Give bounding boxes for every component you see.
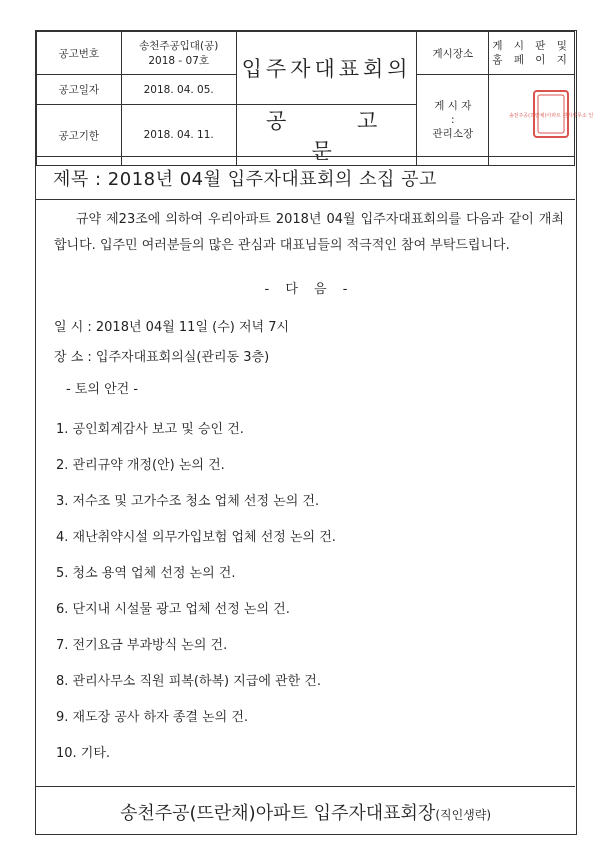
list-item: 1. 공인회계감사 보고 및 승인 건.	[56, 422, 244, 437]
da-eum-heading: - 다 음 -	[264, 282, 354, 297]
agenda-heading: - 토의 안건 -	[66, 382, 139, 397]
intro-paragraph: 규약 제23조에 의하여 우리아파트 2018년 04월 입주자대표회의를 다음과 같이 개최합니다. 입주민 여러분들의 많은 관심과 대표님들의 적극적인 참여 부탁드립니다.	[54, 212, 564, 253]
notice-date-label: 공고일자	[37, 75, 122, 105]
footer-note: (직인생략)	[435, 808, 492, 822]
official-seal-icon	[508, 88, 594, 142]
notice-no-label: 공고번호	[37, 32, 122, 75]
footer-signature	[36, 786, 575, 834]
footer-main: 송천주공(뜨란채)아파트 입주자대표회장	[119, 803, 436, 824]
seal-text: 송천주공(뜨란채)아파트 관리사무소 인	[508, 113, 594, 119]
notice-document	[35, 30, 594, 835]
list-item: 6. 단지내 시설물 광고 업체 선정 논의 건.	[56, 602, 290, 617]
list-item: 2. 관리규약 개정(안) 논의 건.	[56, 458, 225, 473]
list-item: 7. 전기요금 부과방식 논의 건.	[56, 638, 228, 653]
list-item: 4. 재난취약시설 의무가입보험 업체 선정 논의 건.	[56, 530, 336, 545]
datetime-line: 일 시 : 2018년 04월 11일 (수) 저녁 7시	[54, 320, 290, 335]
page-title: 제목 : 2018년 04월 입주자대표회의 소집 공고	[53, 169, 437, 190]
post-place-value	[489, 32, 575, 75]
list-item: 5. 청소 용역 업체 선정 논의 건.	[56, 566, 236, 581]
notice-period-value: 2018. 04. 11.	[121, 105, 236, 166]
agenda-list	[54, 417, 564, 777]
notice-date-value: 2018. 04. 05.	[121, 75, 236, 105]
notice-body	[54, 207, 564, 777]
poster-label	[417, 75, 489, 166]
notice-no-value-1: 송천주공입대(공)	[139, 40, 219, 52]
list-item: 9. 재도장 공사 하자 종결 논의 건.	[56, 710, 249, 725]
notice-period-label: 공고기한	[37, 105, 122, 166]
doc-type-text: 공 고 문	[265, 109, 410, 163]
poster-label-2: :	[451, 114, 455, 126]
notice-no-value-2: 2018 - 07호	[148, 55, 210, 67]
org-name: 입주자대표회의	[236, 32, 416, 105]
list-item: 8. 관리사무소 직원 피복(하복) 지급에 관한 건.	[56, 674, 321, 689]
post-place-value-2: 홈 페 이 지	[492, 54, 571, 66]
place-line: 장 소 : 입주자대표회의실(관리동 3층)	[54, 350, 270, 365]
list-item: 3. 저수조 및 고가수조 청소 업체 선정 논의 건.	[56, 494, 320, 509]
list-item: 10. 기타.	[56, 746, 111, 761]
title-row	[36, 156, 575, 200]
notice-no-value	[121, 32, 236, 75]
post-place-label: 게시장소	[417, 32, 489, 75]
poster-label-1: 게 시 자	[434, 100, 472, 112]
header-table	[36, 31, 575, 166]
poster-label-3: 관리소장	[432, 128, 474, 140]
post-place-value-1: 게 시 판 및	[492, 40, 571, 52]
